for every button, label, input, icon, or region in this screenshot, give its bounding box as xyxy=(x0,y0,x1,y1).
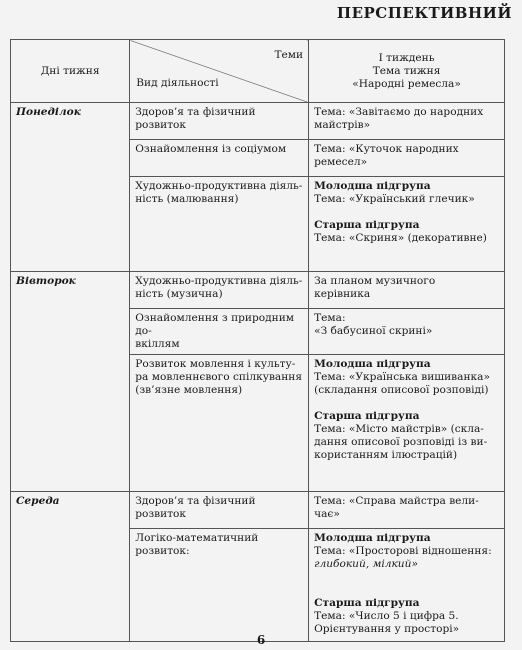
topic-cell xyxy=(309,272,505,309)
activity-line: Ознайомлення з природним до- xyxy=(135,312,295,337)
activity-cell xyxy=(130,309,309,355)
activity-line: Художньо-продуктивна діяль- xyxy=(135,180,303,192)
page-header-title: ПЕРСПЕКТИВНИЙ xyxy=(336,4,512,22)
activity-line: ність (музична) xyxy=(135,288,223,300)
activity-cell xyxy=(130,355,309,492)
activity-line: ність (малювання) xyxy=(135,193,239,205)
topic-line: Тема: «Українська вишиванка» xyxy=(314,371,490,383)
topic-line: Тема: «Число 5 і цифра 5. xyxy=(314,610,459,622)
topic-line: Тема: «Завітаємо до народних xyxy=(314,106,484,118)
topic-line: Тема: «Скриня» (декоративне) xyxy=(314,232,487,244)
subgroup-label: Старша підгрупа xyxy=(314,597,420,609)
topic-line: За планом музичного xyxy=(314,275,436,287)
topic-cell xyxy=(309,140,505,177)
activity-cell xyxy=(130,177,309,272)
topic-line: користанням ілюстрацій) xyxy=(314,449,458,461)
topic-cell xyxy=(309,529,505,642)
header-diagonal-cell xyxy=(130,40,309,103)
day-wednesday: Середа xyxy=(11,492,130,642)
topic-cell xyxy=(309,355,505,492)
topic-line: ремесел» xyxy=(314,156,368,168)
activity-cell: Логіко-математичний розвиток: xyxy=(130,529,309,642)
subgroup-label: Молодша підгрупа xyxy=(314,358,431,370)
header-activity-label: Вид діяльності xyxy=(136,77,219,89)
topic-line: Тема: xyxy=(314,312,346,324)
activity-line: вкіллям xyxy=(135,338,180,350)
table-row xyxy=(11,272,505,309)
topic-line: Тема: «Куточок народних xyxy=(314,143,459,155)
topic-cell xyxy=(309,103,505,140)
topic-line: глибокий, мілкий» xyxy=(314,558,418,570)
header-week-cell xyxy=(309,40,505,103)
topic-line: (складання описової розповіді) xyxy=(314,384,489,396)
topic-cell xyxy=(309,177,505,272)
activity-cell xyxy=(130,272,309,309)
topic-line: чає» xyxy=(314,508,340,520)
page-number: 6 xyxy=(256,633,266,647)
header-week-theme-name: «Народні ремесла» xyxy=(352,77,461,90)
header-topics-label: Теми xyxy=(274,49,304,61)
topic-line: Орієнтування у просторі» xyxy=(314,623,460,635)
header-days-label: Дні тижня xyxy=(40,64,100,77)
topic-cell xyxy=(309,492,505,529)
header-week-label: І тиждень xyxy=(378,51,435,64)
topic-line: Тема: «Просторові відношення: xyxy=(314,545,492,557)
subgroup-label: Старша підгрупа xyxy=(314,219,420,231)
topic-line: Тема: «Місто майстрів» (скла- xyxy=(314,423,484,435)
topic-line: Тема: «Справа майстра вели- xyxy=(314,495,479,507)
header-week-theme-label: Тема тижня xyxy=(372,64,441,77)
topic-line: керівника xyxy=(314,288,371,300)
subgroup-label: Молодша підгрупа xyxy=(314,532,431,544)
activity-cell: Здоров’я та фізичний розвиток xyxy=(130,492,309,529)
topic-line: Тема: «Український глечик» xyxy=(314,193,475,205)
topic-line: майстрів» xyxy=(314,119,371,131)
topic-line: дання описової розповіді із ви- xyxy=(314,436,488,448)
activity-line: (зв’язне мовлення) xyxy=(135,384,243,396)
subgroup-label: Молодша підгрупа xyxy=(314,180,431,192)
subgroup-label: Старша підгрупа xyxy=(314,410,420,422)
topic-cell xyxy=(309,309,505,355)
activity-line: ра мовленнєвого спілкування xyxy=(135,371,303,383)
day-tuesday: Вівторок xyxy=(11,272,130,492)
header-days-cell xyxy=(11,40,130,103)
topic-line: «З бабусиної скрині» xyxy=(314,325,433,337)
table-row xyxy=(11,103,505,140)
activity-cell: Ознайомлення із соціумом xyxy=(130,140,309,177)
activity-line: Художньо-продуктивна діяль- xyxy=(135,275,303,287)
plan-table xyxy=(10,39,505,642)
table-row xyxy=(11,492,505,529)
day-monday: Понеділок xyxy=(11,103,130,272)
table-header-row xyxy=(11,40,505,103)
activity-cell: Здоров’я та фізичний розвиток xyxy=(130,103,309,140)
activity-line: Розвиток мовлення і культу- xyxy=(135,358,296,370)
